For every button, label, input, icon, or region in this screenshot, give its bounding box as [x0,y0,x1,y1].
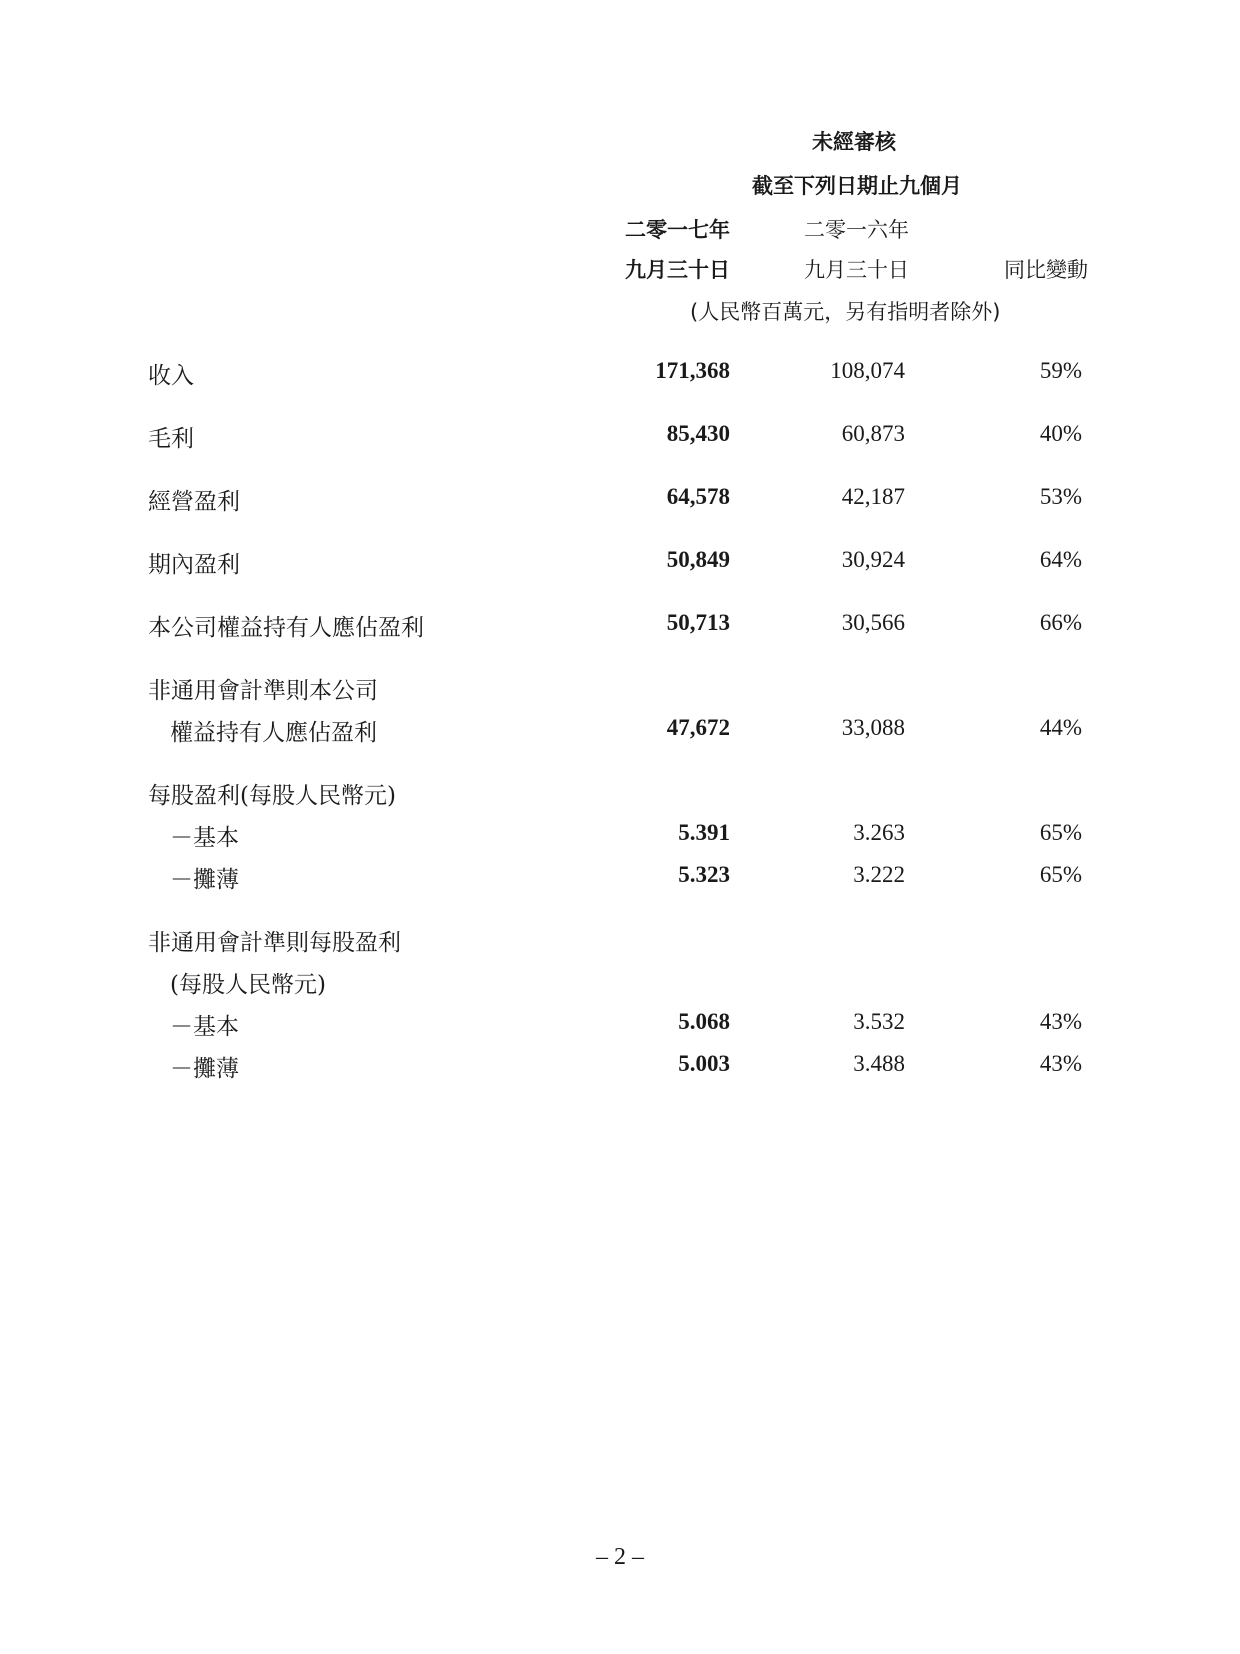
audit-status-header: 未經審核 [812,130,896,154]
row-label: 收入 [148,363,194,389]
section-label: 每股盈利(每股人民幣元) [148,783,396,809]
row-label: 期內盈利 [148,552,240,578]
value-2017: 64,578 [666,484,730,509]
row-label: 毛利 [148,426,194,452]
value-2017: 171,368 [655,358,730,383]
period-header: 截至下列日期止九個月 [752,174,962,198]
value-2017: 5.068 [678,1009,730,1034]
value-2017: 5.323 [678,862,730,887]
value-change: 65% [1039,862,1082,887]
col-2017-year: 二零一七年 [625,218,730,242]
col-change: 同比變動 [1004,258,1088,282]
value-change: 43% [1039,1009,1082,1034]
value-2016: 3.222 [853,862,905,887]
value-change: 64% [1039,547,1082,572]
value-change: 40% [1039,421,1082,446]
value-2016: 30,924 [841,547,905,572]
col-2017-date: 九月三十日 [625,258,730,282]
row-label: 非通用會計準則本公司 [148,678,378,704]
col-2016-date: 九月三十日 [804,258,909,282]
value-2016: 3.532 [853,1009,905,1034]
value-2016: 60,873 [841,421,905,446]
section-label-continued: (每股人民幣元) [170,972,326,998]
value-2017: 85,430 [666,421,730,446]
value-2016: 3.263 [853,820,905,845]
unit-note: (人民幣百萬元，另有指明者除外) [690,300,1001,324]
value-2017: 5.391 [678,820,730,845]
value-2017: 5.003 [678,1051,730,1076]
value-2017: 50,849 [666,547,730,572]
row-label: －攤薄 [170,867,239,893]
row-label-continued: 權益持有人應佔盈利 [170,720,377,746]
section-label: 非通用會計準則每股盈利 [148,930,401,956]
value-2016: 108,074 [830,358,905,383]
row-label: －基本 [170,1014,239,1040]
row-label: －攤薄 [170,1056,239,1082]
row-label: －基本 [170,825,239,851]
page-number: – 2 – [596,1544,644,1570]
row-label: 本公司權益持有人應佔盈利 [148,615,424,641]
value-change: 65% [1039,820,1082,845]
value-change: 66% [1039,610,1082,635]
value-2017: 50,713 [666,610,730,635]
value-change: 59% [1039,358,1082,383]
value-change: 43% [1039,1051,1082,1076]
row-label: 經營盈利 [148,489,240,515]
value-change: 53% [1039,484,1082,509]
value-2016: 3.488 [853,1051,905,1076]
value-2017: 47,672 [666,715,730,740]
value-change: 44% [1039,715,1082,740]
value-2016: 42,187 [841,484,905,509]
col-2016-year: 二零一六年 [804,218,909,242]
value-2016: 30,566 [841,610,905,635]
value-2016: 33,088 [841,715,905,740]
